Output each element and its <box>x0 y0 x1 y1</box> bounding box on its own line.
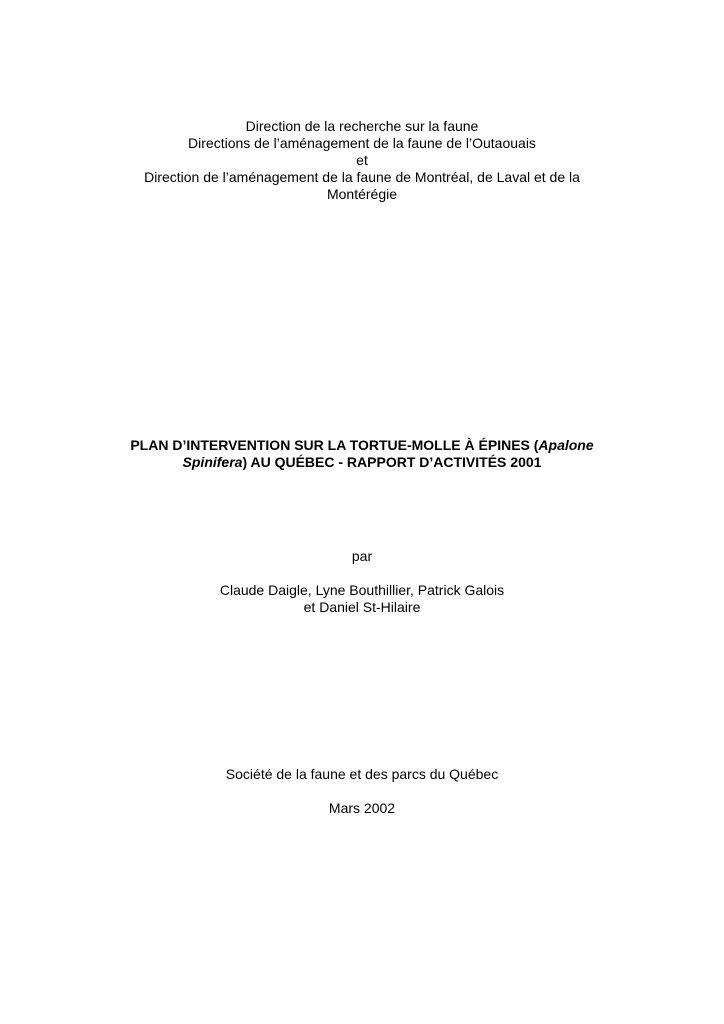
title-genus: Apalone <box>538 437 594 453</box>
header-line-3: et <box>356 152 368 168</box>
header-line-2: Directions de l’aménagement de la faune de l’Outaouais <box>188 135 536 151</box>
authors-line-2: et Daniel St-Hilaire <box>303 599 421 615</box>
title-text-2: ) AU QUÉBEC - RAPPORT D’ACTIVITÉS 2001 <box>242 454 542 470</box>
organization: Société de la faune et des parcs du Québec <box>225 766 499 782</box>
header-line-4: Direction de l’aménagement de la faune de Montréal, de Laval et de la <box>144 169 580 185</box>
title-species: Spinifera <box>182 454 243 470</box>
publisher-block <box>0 766 724 817</box>
issuing-directions <box>0 118 724 203</box>
header-line-1: Direction de la recherche sur la faune <box>245 118 479 134</box>
title-text-1: PLAN D’INTERVENTION SUR LA TORTUE-MOLLE À ÉPINES ( <box>130 437 539 453</box>
header-line-5: Montérégie <box>326 186 398 202</box>
byline <box>0 548 724 616</box>
by-label: par <box>351 548 373 564</box>
document-title <box>0 437 724 471</box>
title-line-2 <box>0 454 724 471</box>
authors-line-1: Claude Daigle, Lyne Bouthillier, Patrick Galois <box>219 582 505 598</box>
title-line-1 <box>0 437 724 454</box>
publication-date: Mars 2002 <box>328 800 396 816</box>
